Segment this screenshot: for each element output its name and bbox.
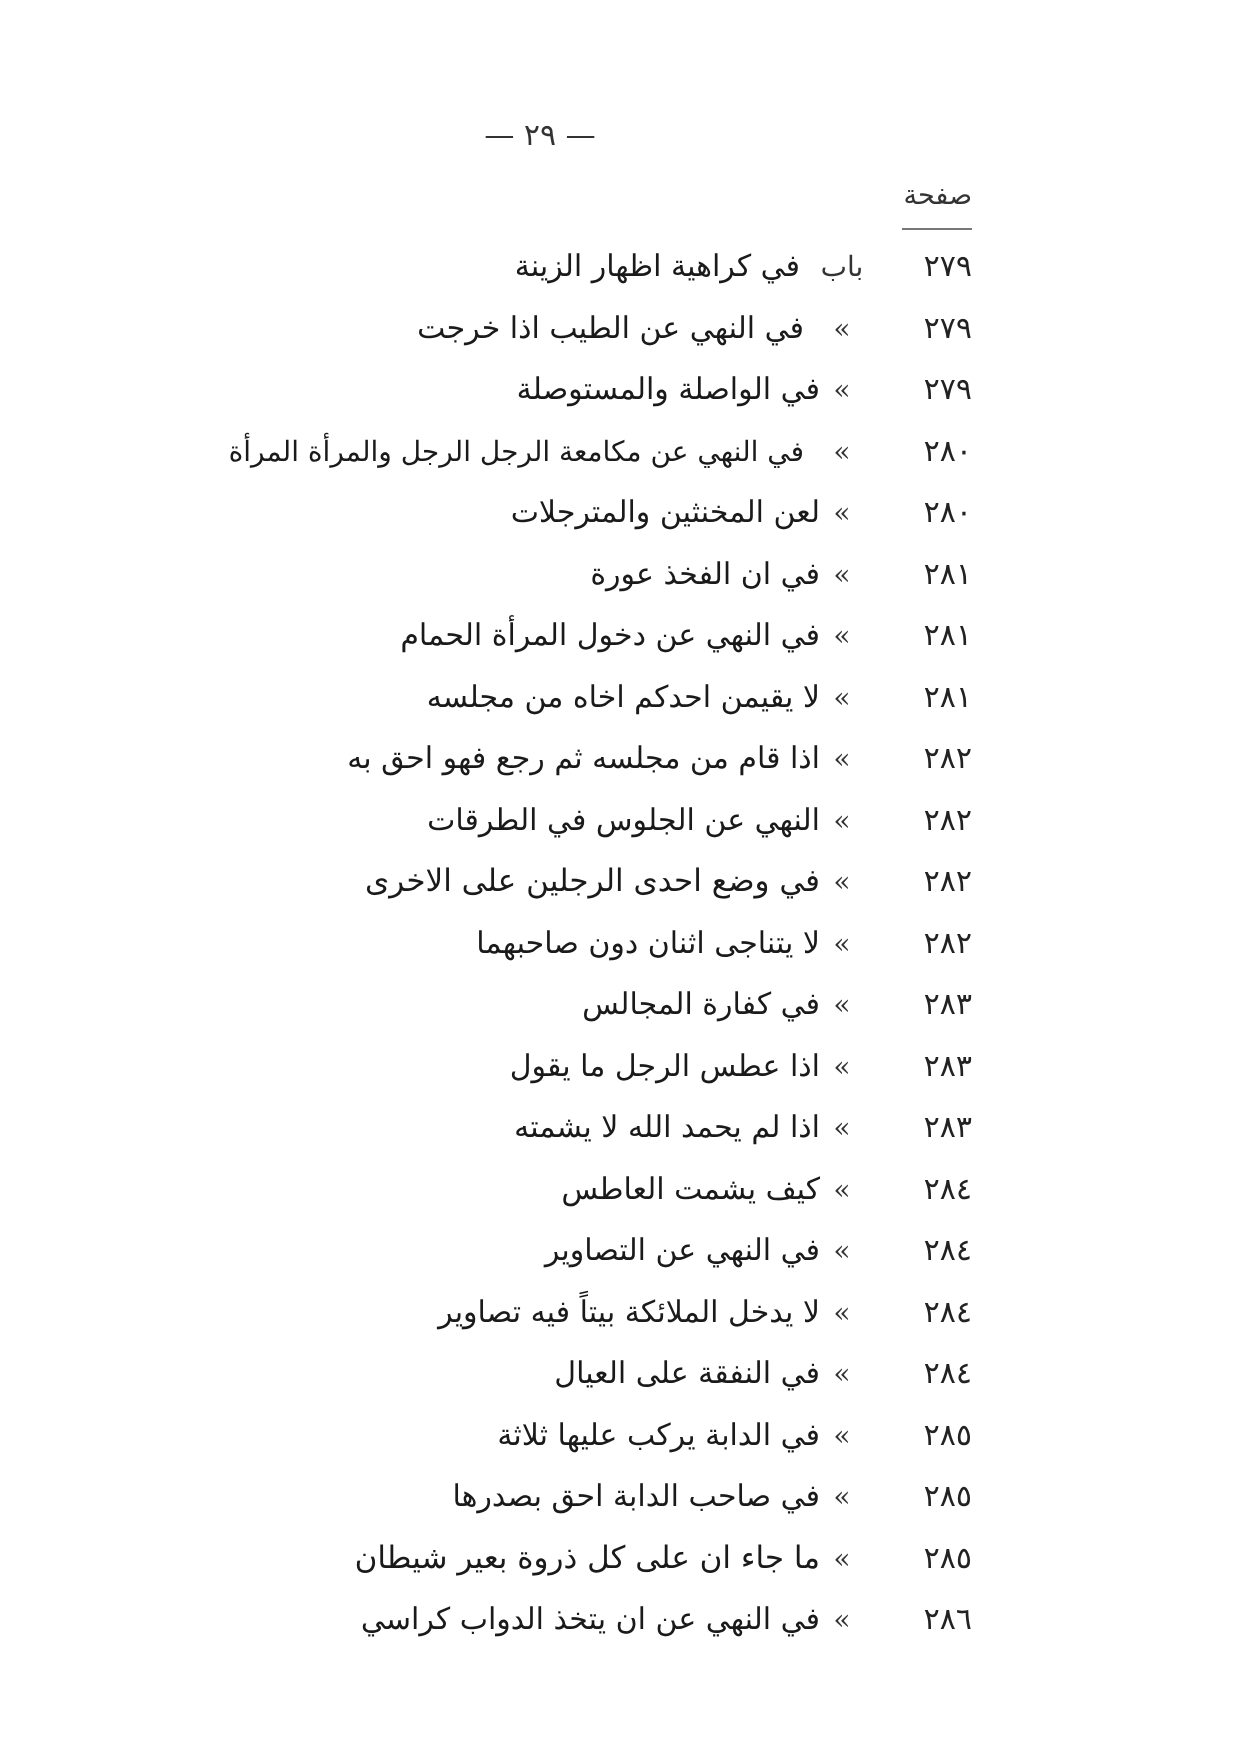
entry-title: في النفقة على العيال	[554, 1356, 820, 1391]
entry-title: النهي عن الجلوس في الطرقات	[427, 802, 820, 838]
entry-title: كيف يشمت العاطس	[561, 1171, 820, 1207]
entry-page-number: ٢٨٠	[923, 433, 972, 469]
entry-marker: »	[833, 680, 851, 714]
entry-page-number: ٢٨٣	[923, 987, 972, 1022]
entry-page-number: ٢٨٠	[923, 495, 972, 530]
page-column-header: صفحة	[903, 180, 972, 211]
entry-title: لا يقيمن احدكم اخاه من مجلسه	[426, 679, 820, 715]
entry-marker: »	[833, 1111, 851, 1144]
entry-page-number: ٢٨٢	[923, 802, 972, 838]
entry-title: اذا لم يحمد الله لا يشمته	[514, 1110, 820, 1145]
entry-page-number: ٢٧٩	[923, 372, 972, 407]
entry-page-number: ٢٨١	[923, 679, 972, 715]
toc-entry	[0, 421, 972, 483]
entry-marker: »	[833, 1603, 851, 1636]
page-number: — ٢٩ —	[484, 118, 596, 153]
entry-page-number: ٢٧٩	[923, 310, 972, 346]
entry-marker: »	[833, 434, 851, 468]
entry-title: في كفارة المجالس	[582, 987, 820, 1022]
toc-entry	[0, 1159, 972, 1221]
entry-marker: »	[833, 1541, 851, 1575]
entry-title: في النهي عن دخول المرأة الحمام	[400, 618, 820, 653]
header-rule	[902, 228, 972, 230]
toc-entry	[0, 1528, 972, 1590]
entry-marker: »	[833, 926, 851, 960]
toc-entry	[0, 359, 972, 421]
entry-marker: »	[833, 1357, 851, 1390]
toc-entry	[0, 1097, 972, 1159]
toc-entry	[0, 1036, 972, 1098]
entry-title: في وضع احدى الرجلين على الاخرى	[365, 863, 820, 899]
entry-page-number: ٢٨٤	[923, 1171, 972, 1207]
entry-title: لا يتناجى اثنان دون صاحبهما	[476, 925, 820, 961]
toc-entry	[0, 482, 972, 544]
toc-entry	[0, 790, 972, 852]
toc-entry	[0, 236, 972, 298]
entry-marker: »	[833, 1295, 851, 1329]
entry-title: في النهي عن الطيب اذا خرجت	[417, 310, 804, 346]
entry-marker: »	[833, 1049, 851, 1083]
entry-marker: »	[833, 742, 851, 775]
entry-title: لعن المخنثين والمترجلات	[510, 495, 820, 530]
toc-entry	[0, 1405, 972, 1467]
entry-marker: »	[833, 1418, 851, 1452]
entry-page-number: ٢٨١	[923, 556, 972, 592]
entry-page-number: ٢٨٦	[923, 1602, 972, 1637]
entry-marker: »	[833, 865, 851, 898]
entry-title: في النهي عن ان يتخذ الدواب كراسي	[360, 1602, 820, 1637]
toc-entry	[0, 974, 972, 1036]
entry-title: اذا عطس الرجل ما يقول	[509, 1048, 820, 1084]
toc-entry	[0, 913, 972, 975]
entry-title: في الدابة يركب عليها ثلاثة	[497, 1417, 820, 1453]
toc-entry	[0, 1343, 972, 1405]
entry-marker: »	[833, 496, 851, 529]
entry-page-number: ٢٨٥	[923, 1417, 972, 1453]
entry-page-number: ٢٨٢	[923, 864, 972, 899]
entry-page-number: ٢٨٥	[923, 1479, 972, 1514]
entry-page-number: ٢٨١	[923, 618, 972, 653]
toc-entry	[0, 667, 972, 729]
entry-page-number: ٢٨٣	[923, 1110, 972, 1145]
entry-page-number: ٢٨٤	[923, 1294, 972, 1330]
entry-marker: »	[833, 1172, 851, 1206]
entry-page-number: ٢٨٤	[923, 1233, 972, 1268]
entry-marker: »	[833, 1480, 851, 1513]
toc-entry	[0, 1282, 972, 1344]
entry-marker: »	[833, 557, 851, 591]
toc-entry	[0, 728, 972, 790]
toc-entry	[0, 544, 972, 606]
table-of-contents	[0, 236, 972, 1651]
toc-entry	[0, 851, 972, 913]
entry-marker: »	[833, 988, 851, 1021]
entry-page-number: ٢٨٢	[923, 925, 972, 961]
toc-entry	[0, 298, 972, 360]
entry-page-number: ٢٨٢	[923, 741, 972, 776]
entry-marker: »	[833, 311, 851, 345]
entry-title: في كراهية اظهار الزينة	[514, 249, 800, 284]
toc-entry	[0, 1220, 972, 1282]
entry-title: في صاحب الدابة احق بصدرها	[452, 1479, 820, 1514]
entry-title: في ان الفخذ عورة	[590, 556, 820, 592]
entry-marker: باب	[820, 250, 864, 283]
entry-page-number: ٢٧٩	[923, 249, 972, 284]
entry-title: في الواصلة والمستوصلة	[516, 372, 820, 407]
entry-page-number: ٢٨٥	[923, 1540, 972, 1576]
entry-title: اذا قام من مجلسه ثم رجع فهو احق به	[347, 741, 820, 776]
entry-marker: »	[833, 803, 851, 837]
toc-entry	[0, 605, 972, 667]
entry-title: لا يدخل الملائكة بيتاً فيه تصاوير	[438, 1294, 820, 1330]
entry-title: في النهي عن مكامعة الرجل الرجل والمرأة المرأة	[228, 434, 804, 468]
entry-page-number: ٢٨٤	[923, 1356, 972, 1391]
entry-marker: »	[833, 373, 851, 406]
toc-entry	[0, 1466, 972, 1528]
entry-marker: »	[833, 1234, 851, 1267]
entry-title: ما جاء ان على كل ذروة بعير شيطان	[354, 1539, 820, 1576]
entry-title: في النهي عن التصاوير	[544, 1233, 820, 1268]
entry-page-number: ٢٨٣	[923, 1048, 972, 1084]
toc-entry	[0, 1589, 972, 1651]
entry-marker: »	[833, 619, 851, 652]
